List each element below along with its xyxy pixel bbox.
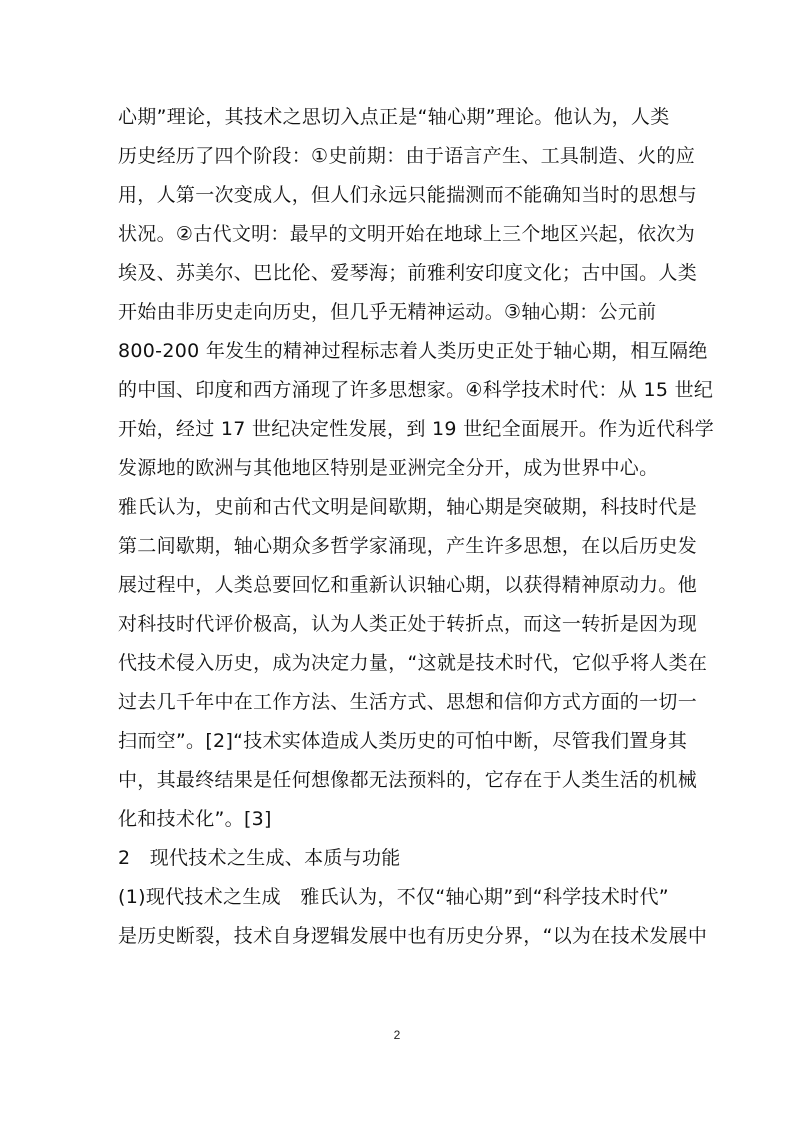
body-text-line: 状况。②古代文明：最早的文明开始在地球上三个地区兴起，依次为: [118, 223, 696, 245]
body-text-line: 800-200 年发生的精神过程标志着人类历史正处于轴心期，相互隔绝: [118, 340, 708, 362]
body-text-line: 心期”理论，其技术之思切入点正是“轴心期”理论。他认为，人类: [118, 106, 670, 128]
body-text-line: 是历史断裂，技术自身逻辑发展中也有历史分界，“以为在技术发展中: [118, 925, 708, 947]
section-heading: 2 现代技术之生成、本质与功能: [118, 847, 401, 869]
body-text-line: 用，人第一次变成人，但人们永远只能揣测而不能确知当时的思想与: [118, 184, 698, 206]
page-number: 2: [393, 1028, 401, 1042]
body-text-line: 对科技时代评价极高，认为人类正处于转折点，而这一转折是因为现: [118, 613, 698, 635]
body-text-line: 过去几千年中在工作方法、生活方式、思想和信仰方式方面的一切一: [118, 691, 698, 713]
body-text-line: 的中国、印度和西方涌现了许多思想家。④科学技术时代：从 15 世纪: [118, 379, 714, 401]
body-text-line: 扫而空”。[2]“技术实体造成人类历史的可怕中断，尽管我们置身其: [118, 730, 688, 752]
body-text-line: 化和技术化”。[3]: [118, 808, 272, 830]
body-text-line: 发源地的欧洲与其他地区特别是亚洲完全分开，成为世界中心。: [118, 457, 659, 479]
body-text-line: 展过程中，人类总要回忆和重新认识轴心期，以获得精神原动力。他: [118, 574, 698, 596]
body-text-line: 开始，经过 17 世纪决定性发展，到 19 世纪全面展开。作为近代科学: [118, 418, 715, 440]
body-text-line: (1)现代技术之生成 雅氏认为，不仅“轴心期”到“科学技术时代”: [118, 886, 669, 908]
body-text-line: 开始由非历史走向历史，但几乎无精神运动。③轴心期：公元前: [118, 301, 657, 323]
body-text-line: 代技术侵入历史，成为决定力量，“这就是技术时代，它似乎将人类在: [118, 652, 708, 674]
body-text-line: 埃及、苏美尔、巴比伦、爱琴海；前雅利安印度文化；古中国。人类: [118, 262, 698, 284]
body-text-line: 中，其最终结果是任何想像都无法预料的，它存在于人类生活的机械: [118, 769, 698, 791]
body-text-line: 历史经历了四个阶段：①史前期：由于语言产生、工具制造、火的应: [118, 145, 696, 167]
body-text-line: 第二间歇期，轴心期众多哲学家涌现，产生许多思想，在以后历史发: [118, 535, 698, 557]
body-text-line: 雅氏认为，史前和古代文明是间歇期，轴心期是突破期，科技时代是: [118, 496, 698, 518]
